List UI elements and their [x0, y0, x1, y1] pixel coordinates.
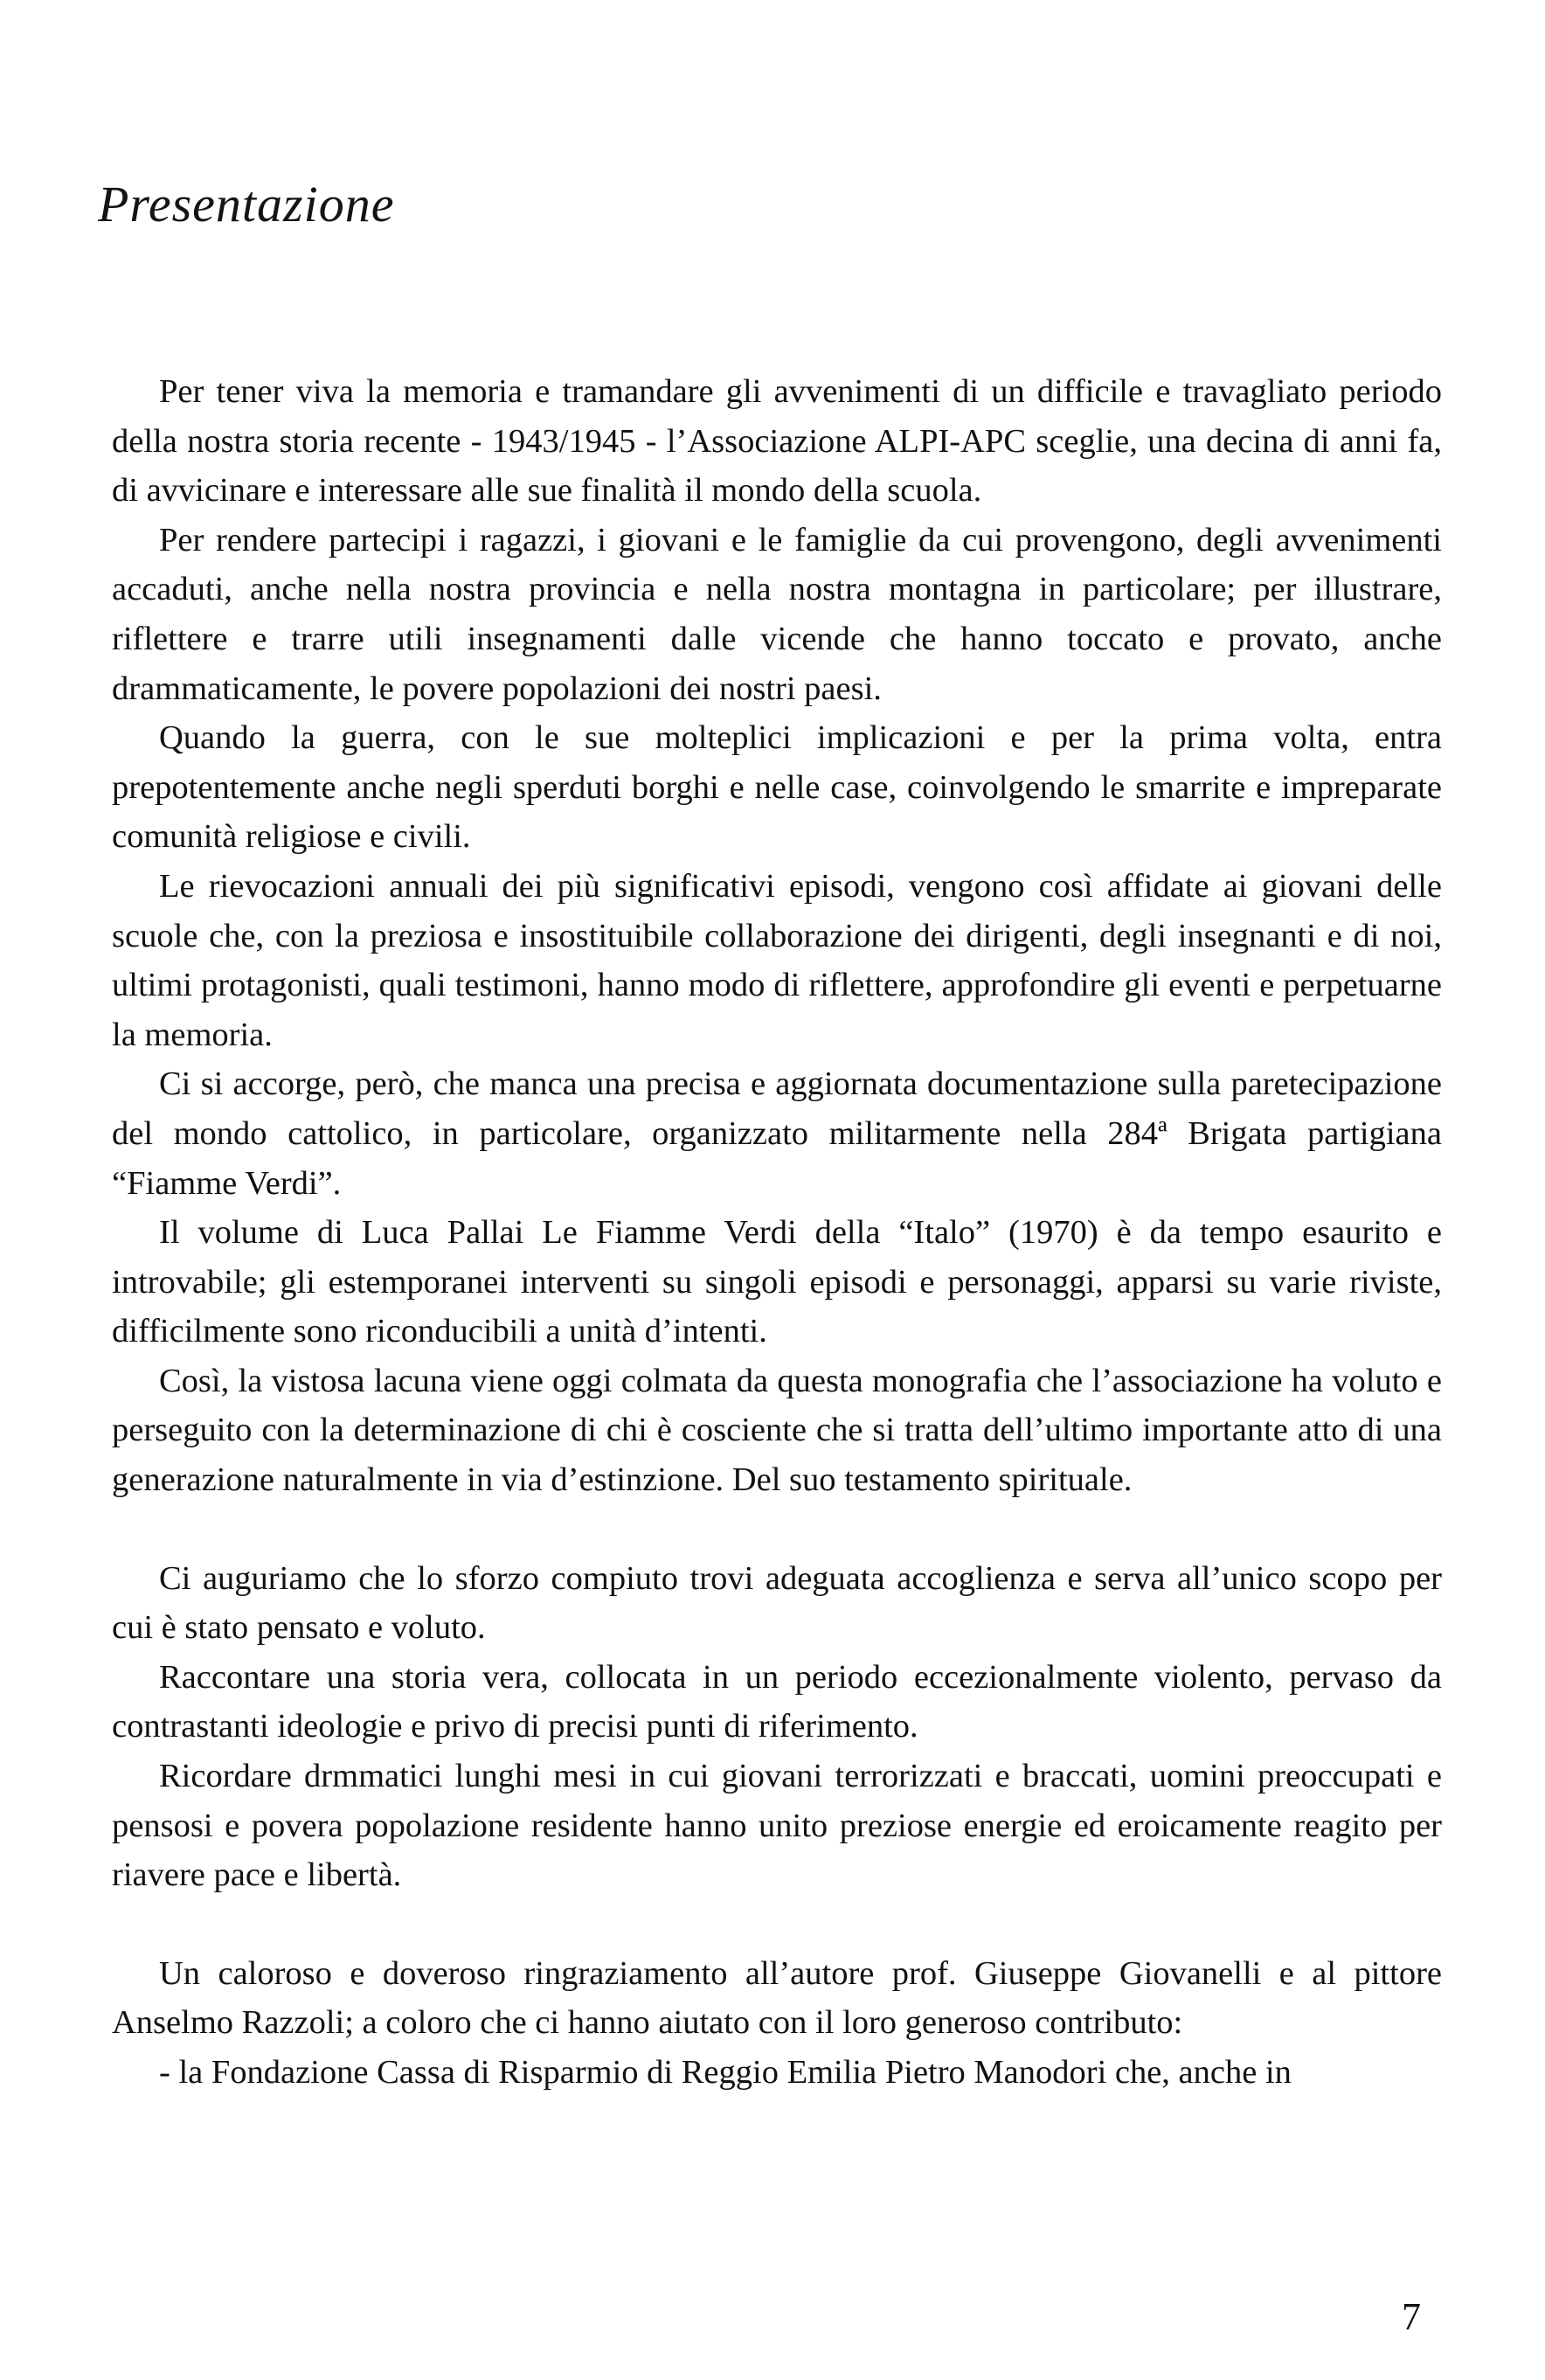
paragraph: Le rievocazioni annuali dei più significativi episodi, vengono così affidate ai giovani delle scuole che, con la preziosa e insostituibile collaborazione dei dirigenti, degli insegnanti e di noi, ultimi protagonisti, quali testimoni, hanno modo di riflettere, approfondire gli eventi e perpetuarne la memoria.: [112, 867, 1442, 1053]
paragraph: Raccontare una storia vera, collocata in un periodo eccezionalmente violento, pervaso da contrastanti ideologie e privo di precisi punti di riferimento.: [112, 1658, 1442, 1745]
paragraph: Così, la vistosa lacuna viene oggi colmata da questa monografia che l’associazione ha voluto e perseguito con la determinazione di chi è cosciente che si tratta dell’ultimo importante atto di una generazione naturalmente in via d’estinzione. Del suo testamento spirituale.: [112, 1362, 1442, 1499]
paragraph: Ci auguriamo che lo sforzo compiuto trovi adeguata accoglienza e serva all’unico scopo per cui è stato pensato e voluto.: [112, 1559, 1442, 1647]
page-title: Presentazione: [98, 176, 395, 232]
paragraph: Il volume di Luca Pallai Le Fiamme Verdi della “Italo” (1970) è da tempo esaurito e introvabile; gli estemporanei interventi su singoli episodi e personaggi, apparsi su varie riviste, difficilmente sono riconducibili a unità d’intenti.: [112, 1214, 1442, 1350]
paragraph: Quando la guerra, con le sue molteplici implicazioni e per la prima volta, entra prepotentemente anche negli sperduti borghi e nelle case, coinvolgendo le smarrite e impreparate comunità religiose e civili.: [112, 719, 1442, 856]
paragraph: Ricordare drmmatici lunghi mesi in cui giovani terrorizzati e braccati, uomini preoccupati e pensosi e povera popolazione residente hanno unito preziose energie ed eroicamente reagito per riavere pace e libertà.: [112, 1758, 1442, 1894]
paragraph: Per tener viva la memoria e tramandare gli avvenimenti di un difficile e travagliato periodo della nostra storia recente - 1943/1945 - l’Associazione ALPI-APC sceglie, una decina di anni fa, di avvicinare e interessare alle sue finalità il mondo della scuola.: [112, 373, 1442, 510]
paragraph: Un caloroso e doveroso ringraziamento all’autore prof. Giuseppe Giovanelli e al pittore Anselmo Razzoli; a coloro che ci hanno aiutato con il loro generoso contributo:: [112, 1954, 1442, 2042]
page-number: 7: [1402, 2295, 1421, 2338]
paragraph: Ci si accorge, però, che manca una precisa e aggiornata documentazione sulla paretecipazione del mondo cattolico, in particolare, organizzato militarmente nella 284ª Brigata partigiana “Fiamme Verdi”.: [112, 1065, 1442, 1202]
paragraph-list-item: - la Fondazione Cassa di Risparmio di Reggio Emilia Pietro Manodori che, anche in: [159, 2054, 1292, 2091]
paragraph: Per rendere partecipi i ragazzi, i giovani e le famiglie da cui provengono, degli avvenimenti accaduti, anche nella nostra provincia e nella nostra montagna in particolare; per illustrare, riflettere e trarre utili insegnamenti dalle vicende che hanno toccato e provato, anche drammaticamente, le povere popolazioni dei nostri paesi.: [112, 521, 1442, 707]
body-text: [112, 367, 1442, 2098]
